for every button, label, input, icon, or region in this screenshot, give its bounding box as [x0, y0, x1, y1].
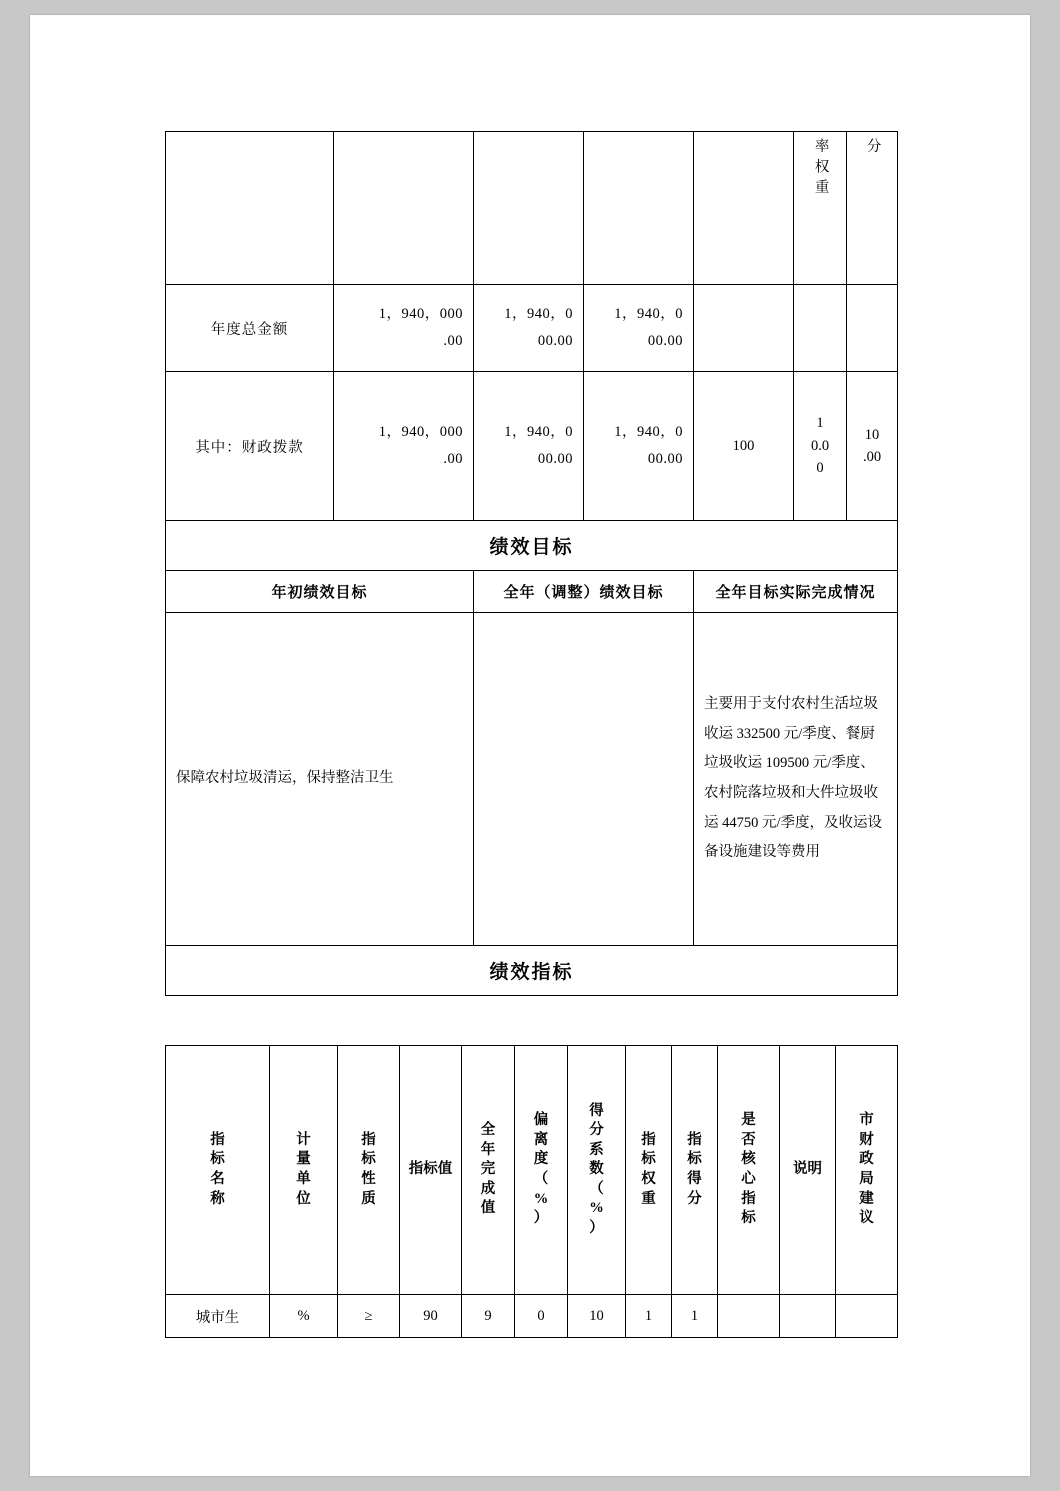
- performance-indicator-title-cell: [166, 946, 898, 996]
- goal-actual-content: [694, 613, 898, 946]
- indicator-cell-value: 90: [400, 1295, 462, 1338]
- indicator-cell-score-coef: 10: [568, 1295, 626, 1338]
- performance-indicator-table: [165, 1045, 898, 1338]
- indicator-header-score-coef: 得 分 系 数 （ % ）: [568, 1046, 626, 1295]
- annual-total-adjusted-line1: 1，940，0: [504, 306, 573, 323]
- fiscal-adjusted-line2: 00.00: [537, 451, 573, 467]
- performance-goal-title: 绩效目标: [489, 537, 574, 558]
- annual-total-budget-line2: .00: [443, 333, 463, 349]
- fiscal-weight-line1: 1: [816, 415, 824, 432]
- performance-indicator-title: 绩效指标: [489, 962, 574, 983]
- annual-total-weight: [794, 285, 847, 372]
- indicator-header-value: 指标值: [400, 1046, 462, 1295]
- indicator-cell-score: 1: [672, 1295, 718, 1338]
- annual-total-label: 年度总金额: [210, 321, 289, 338]
- fiscal-appropriation-label: 其中：财政拨款: [195, 439, 304, 456]
- fiscal-weight-line2: 0.0: [810, 437, 830, 454]
- goal-initial-text: 保障农村垃圾清运，保持整洁卫生: [176, 770, 394, 787]
- indicator-header-unit: 计 量 单 位: [270, 1046, 338, 1295]
- indicator-cell-deviation: 0: [515, 1295, 568, 1338]
- indicator-header-score: 指 标 得 分: [672, 1046, 718, 1295]
- indicator-header-row: [166, 1046, 898, 1295]
- indicator-cell-suggestion: [836, 1295, 898, 1338]
- section-title-row: [166, 521, 898, 571]
- indicator-header-name: 指 标 名 称: [166, 1046, 270, 1295]
- fiscal-rate: 100: [694, 372, 794, 521]
- annual-total-actual-line1: 1，940，0: [614, 306, 683, 323]
- goal-header-adjusted: 全年（调整）绩效目标: [474, 571, 694, 613]
- goal-actual-text: 主要用于支付农村生活垃圾收运 332500 元/季度、餐厨垃圾收运 109500 元/季度、农村院落垃圾和大件垃圾收运 44750 元/季度，及收运设备设施建设等费用: [704, 695, 883, 861]
- row-label-annual-total: [166, 285, 334, 372]
- fiscal-budget: [334, 372, 474, 521]
- table-row: [166, 285, 898, 372]
- fiscal-weight-line3: 0: [816, 460, 824, 477]
- indicator-cell-weight: 1: [626, 1295, 672, 1338]
- goal-header-actual: 全年目标实际完成情况: [694, 571, 898, 613]
- table-header-partial-row: [166, 132, 898, 285]
- header-weight-rate: [794, 132, 847, 285]
- annual-total-rate: [694, 285, 794, 372]
- performance-goal-content-row: [166, 613, 898, 946]
- fiscal-weight: [794, 372, 847, 521]
- table-row: [166, 1295, 898, 1338]
- fiscal-actual-line2: 00.00: [647, 451, 683, 467]
- annual-total-budget-line1: 1，940，000: [378, 306, 463, 323]
- header-score-text: 分: [864, 138, 881, 159]
- header-score: [847, 132, 898, 285]
- annual-total-adjusted-line2: 00.00: [537, 333, 573, 349]
- fiscal-budget-line2: .00: [443, 451, 463, 467]
- indicator-header-nature: 指 标 性 质: [338, 1046, 400, 1295]
- indicator-cell-name: 城市生: [166, 1295, 270, 1338]
- indicator-cell-note: [780, 1295, 836, 1338]
- indicator-header-is-core: 是 否 核 心 指 标: [718, 1046, 780, 1295]
- goal-adjusted-content: [474, 613, 694, 946]
- header-empty-5: [694, 132, 794, 285]
- row-label-fiscal-appropriation: [166, 372, 334, 521]
- performance-goal-title-cell: [166, 521, 898, 571]
- goal-header-initial: 年初绩效目标: [166, 571, 474, 613]
- fiscal-score-line2: .00: [862, 449, 882, 465]
- annual-total-adjusted: [474, 285, 584, 372]
- fiscal-actual: [584, 372, 694, 521]
- indicator-cell-unit: %: [270, 1295, 338, 1338]
- table-row: [166, 372, 898, 521]
- indicator-header-weight: 指 标 权 重: [626, 1046, 672, 1295]
- goal-initial-content: [166, 613, 474, 946]
- annual-total-budget: [334, 285, 474, 372]
- goal-adjusted-text: [474, 769, 693, 789]
- header-empty-4: [584, 132, 694, 285]
- fiscal-adjusted: [474, 372, 584, 521]
- fiscal-score: [847, 372, 898, 521]
- section-title-row: [166, 946, 898, 996]
- header-weight-rate-text: 率权重: [812, 138, 829, 200]
- header-empty-3: [474, 132, 584, 285]
- header-empty-1: [166, 132, 334, 285]
- indicator-cell-nature: ≥: [338, 1295, 400, 1338]
- fiscal-adjusted-line1: 1，940，0: [504, 424, 573, 441]
- fiscal-score-line1: 10: [864, 426, 880, 443]
- indicator-cell-completed: 9: [462, 1295, 515, 1338]
- annual-total-score: [847, 285, 898, 372]
- annual-total-actual-line2: 00.00: [647, 333, 683, 349]
- indicator-header-completed: 全 年 完 成 值: [462, 1046, 515, 1295]
- budget-performance-table: [165, 131, 898, 996]
- indicator-cell-is-core: [718, 1295, 780, 1338]
- annual-total-actual: [584, 285, 694, 372]
- fiscal-actual-line1: 1，940，0: [614, 424, 683, 441]
- header-empty-2: [334, 132, 474, 285]
- performance-goal-header-row: [166, 571, 898, 613]
- indicator-header-deviation: 偏 离 度 （ % ）: [515, 1046, 568, 1295]
- indicator-header-suggestion: 市 财 政 局 建 议: [836, 1046, 898, 1295]
- document-page: [30, 15, 1030, 1476]
- indicator-header-note: 说明: [780, 1046, 836, 1295]
- fiscal-budget-line1: 1，940，000: [378, 424, 463, 441]
